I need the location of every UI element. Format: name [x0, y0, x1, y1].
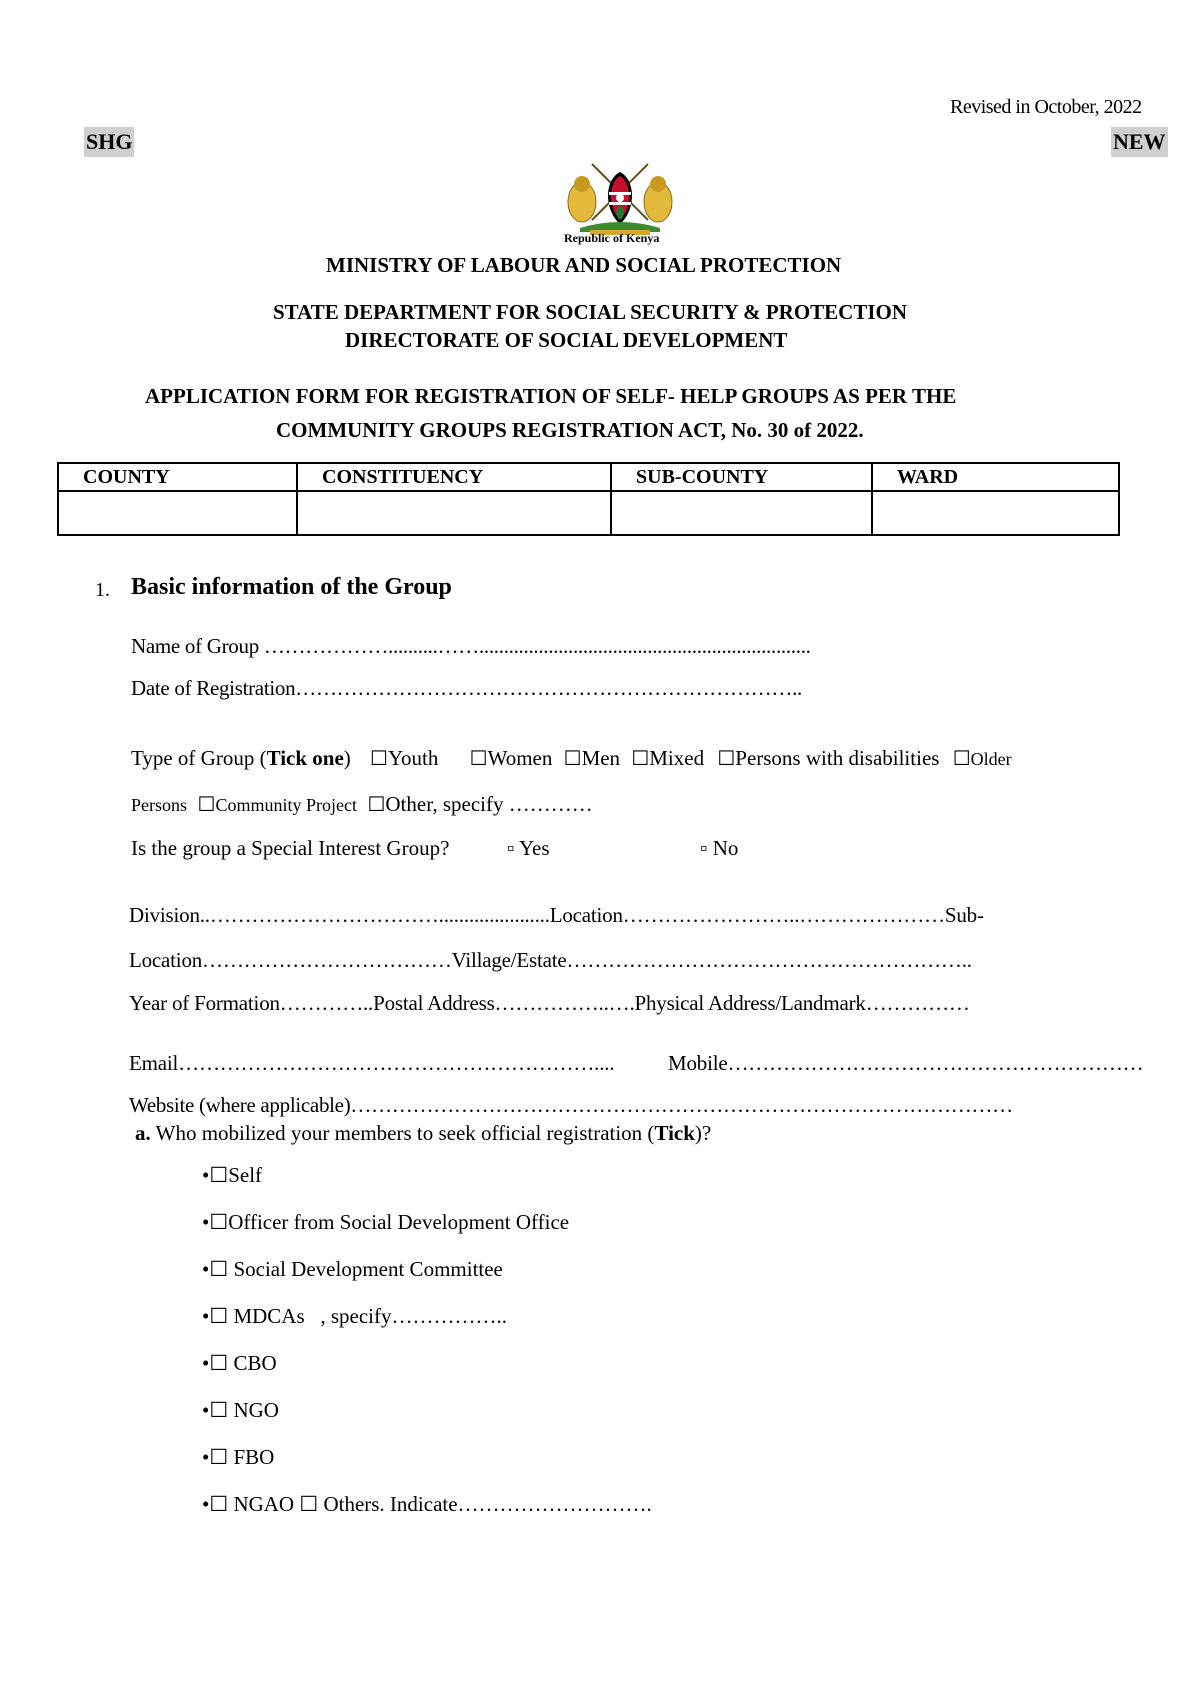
type-of-group-line2 [131, 792, 593, 817]
checkbox-icon[interactable]: ☐ [197, 794, 216, 816]
bullet-icon: • [202, 1304, 210, 1328]
location-village-field[interactable]: Location………………………………Village/Estate………………………………………………….. [129, 948, 972, 972]
mobile-field[interactable]: Mobile…………………………………………………… [668, 1051, 1144, 1075]
checkbox-icon[interactable]: ☐ [299, 1492, 319, 1516]
type-of-group-line1 [131, 746, 1012, 771]
ministry-heading: MINISTRY OF LABOUR AND SOCIAL PROTECTION [326, 253, 842, 277]
bullet-icon: • [202, 1257, 210, 1281]
checkbox-icon[interactable]: ☐ [209, 1492, 229, 1516]
mobilizer-option-ngao[interactable]: •☐ NGAO ☐ Others. Indicate………………………. [202, 1492, 652, 1516]
checkbox-icon[interactable]: ☐ [717, 748, 736, 770]
section-title: Basic information of the Group [131, 574, 452, 600]
ward-field[interactable] [872, 491, 1119, 535]
sub-county-field[interactable] [611, 491, 872, 535]
checkbox-icon[interactable]: ☐ [370, 748, 388, 770]
special-interest-no[interactable]: ▫ No [700, 836, 739, 860]
older-persons-continued: Persons [131, 795, 188, 815]
checkbox-icon[interactable]: ☐ [209, 1304, 229, 1328]
formation-address-field[interactable]: Year of Formation…………..Postal Address……………..….Physical Address/Landmark…………… [129, 991, 970, 1015]
form-title-line2: COMMUNITY GROUPS REGISTRATION ACT, No. 30 of 2022. [276, 418, 864, 442]
admin-area-table [57, 462, 1120, 536]
shg-tag: SHG [84, 127, 134, 157]
checkbox-icon[interactable]: ☐ [209, 1163, 229, 1187]
state-department-heading: STATE DEPARTMENT FOR SOCIAL SECURITY & PROTECTION [273, 300, 908, 324]
youth-option[interactable]: ☐Youth [370, 746, 439, 770]
bullet-icon: • [202, 1163, 210, 1187]
checkbox-icon[interactable]: ☐ [209, 1210, 229, 1234]
bullet-icon: • [202, 1398, 210, 1422]
sub-county-header: SUB-COUNTY [611, 463, 872, 491]
revised-date: Revised in October, 2022 [950, 96, 1142, 118]
date-of-registration-field[interactable]: Date of Registration……………………………………………………………….. [131, 676, 802, 700]
county-header: COUNTY [58, 463, 297, 491]
mobilizer-option-mdcas[interactable]: •☐ MDCAs , specify…………….. [202, 1304, 508, 1328]
women-option[interactable]: ☐Women [469, 746, 553, 770]
mobilizer-option-ngo[interactable]: •☐ NGO [202, 1398, 279, 1422]
bullet-icon: • [202, 1210, 210, 1234]
community-project-option[interactable]: ☐Community Project [197, 794, 357, 816]
mobilized-question: a. Who mobilized your members to seek official registration (Tick)? [135, 1121, 712, 1145]
type-of-group-label: Type of Group (Tick one) [131, 746, 351, 770]
checkbox-icon[interactable]: ☐ [209, 1445, 229, 1469]
county-field[interactable] [58, 491, 297, 535]
checkbox-icon[interactable]: ☐ [952, 748, 971, 770]
checkbox-icon[interactable]: ☐ [469, 748, 488, 770]
mobilizer-option-cbo[interactable]: •☐ CBO [202, 1351, 277, 1375]
special-interest-yes[interactable]: ▫ Yes [507, 836, 550, 860]
constituency-field[interactable] [297, 491, 611, 535]
older-persons-option[interactable]: ☐Older [952, 748, 1012, 770]
email-field[interactable]: Email…………………………………………………….... [129, 1051, 615, 1075]
checkbox-icon[interactable]: ☐ [209, 1351, 229, 1375]
section-number: 1. [95, 579, 110, 601]
others-indicate-field[interactable]: Others. Indicate………………………. [318, 1492, 652, 1516]
checkbox-icon[interactable]: ☐ [631, 748, 650, 770]
special-interest-question: Is the group a Special Interest Group? [131, 836, 450, 860]
division-location-field[interactable]: Division..……………………………......................Location……………………..…………………Sub- [129, 903, 984, 927]
form-title-line1: APPLICATION FORM FOR REGISTRATION OF SELF- HELP GROUPS AS PER THE [145, 384, 957, 408]
other-specify-option[interactable]: ☐Other, specify ………… [367, 792, 593, 816]
checkbox-icon[interactable]: ▫ [700, 836, 708, 860]
mobilizer-option-committee[interactable]: •☐ Social Development Committee [202, 1257, 503, 1281]
ward-header: WARD [872, 463, 1119, 491]
bullet-icon: • [202, 1492, 210, 1516]
pwd-option[interactable]: ☐Persons with disabilities [717, 746, 940, 770]
checkbox-icon[interactable]: ☐ [209, 1257, 229, 1281]
name-of-group-field[interactable]: Name of Group ………………..........……................................................................... [131, 634, 811, 658]
constituency-header: CONSTITUENCY [297, 463, 611, 491]
checkbox-icon[interactable]: ☐ [563, 748, 582, 770]
new-tag: NEW [1111, 127, 1168, 157]
men-option[interactable]: ☐Men [563, 746, 621, 770]
checkbox-icon[interactable]: ☐ [209, 1398, 229, 1422]
mobilizer-option-self[interactable]: •☐Self [202, 1163, 263, 1187]
directorate-heading: DIRECTORATE OF SOCIAL DEVELOPMENT [345, 328, 788, 352]
crest-caption: Republic of Kenya [564, 231, 660, 245]
mobilizer-option-officer[interactable]: •☐Officer from Social Development Office [202, 1210, 570, 1234]
bullet-icon: • [202, 1445, 210, 1469]
mobilizer-option-fbo[interactable]: •☐ FBO [202, 1445, 275, 1469]
checkbox-icon[interactable]: ▫ [507, 836, 515, 860]
mixed-option[interactable]: ☐Mixed [631, 746, 705, 770]
bullet-icon: • [202, 1351, 210, 1375]
checkbox-icon[interactable]: ☐ [367, 794, 386, 816]
website-field[interactable]: Website (where applicable)…………………………………………………………………………………… [129, 1093, 1013, 1117]
